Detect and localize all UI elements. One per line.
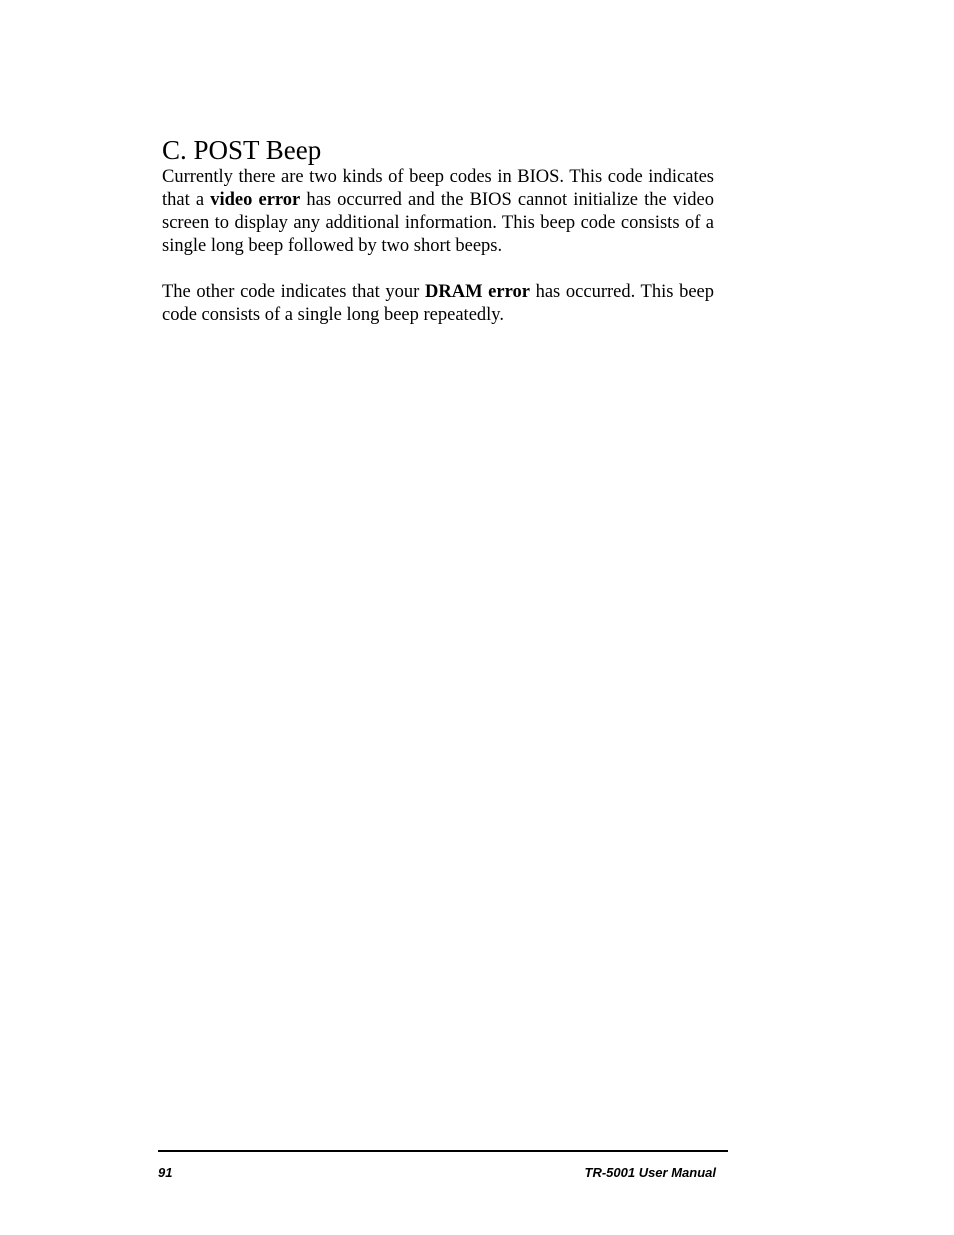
paragraph-video-error <box>162 166 714 258</box>
dram-error-term: DRAM error <box>424 282 530 302</box>
footer-divider <box>158 1150 728 1152</box>
manual-title: TR-5001 User Manual <box>584 1165 716 1180</box>
main-content <box>162 134 714 327</box>
video-error-term: video error <box>210 190 301 210</box>
section-heading: C. POST Beep <box>162 135 322 165</box>
paragraph-dram-error <box>162 281 714 327</box>
paragraph-text: has occurred. This beep code consists of a single long beep repeatedly. <box>162 282 714 325</box>
paragraph-text: The other code indicates that your <box>162 282 425 302</box>
page-number: 91 <box>158 1165 173 1180</box>
paragraph-text: Currently there are two kinds of beep codes in BIOS. This code indicates that a <box>162 167 714 210</box>
paragraph-text: has occurred and the BIOS cannot initialize the video screen to display any additional information. This beep code consists of a single long beep followed by two short beeps. <box>162 190 714 256</box>
